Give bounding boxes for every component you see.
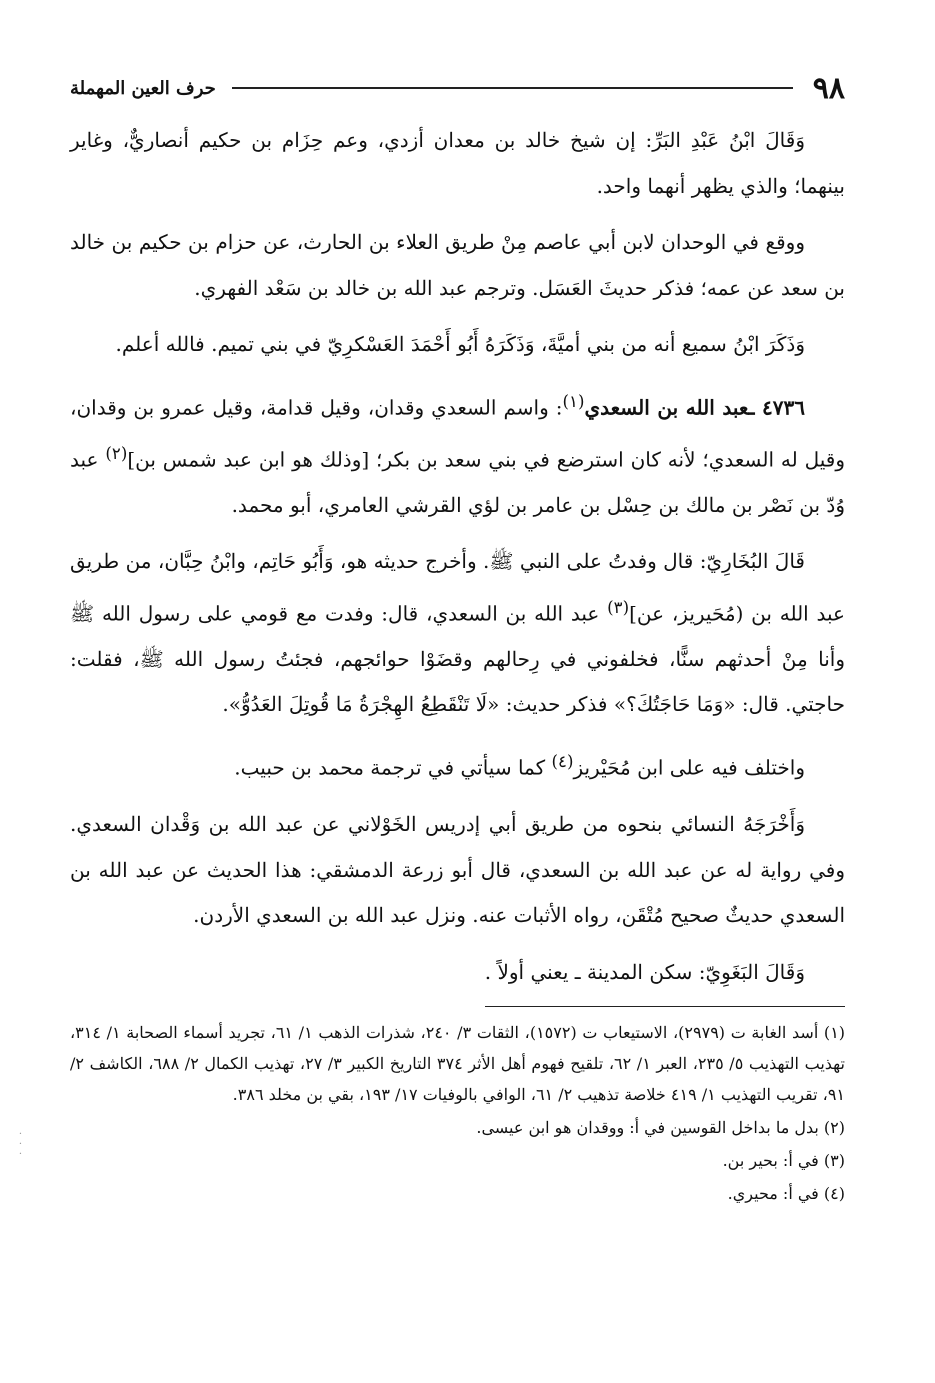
footnote-rule <box>485 1006 845 1007</box>
paragraph-3: وَذَكَرَ ابْنُ سميع أنه من بني أميَّةَ، وَذَكَرَهُ أَبُو أَحْمَدَ العَسْكرِيّ في بني تميم. فالله أعلم. <box>115 332 805 356</box>
footnote-2: (٢) بدل ما بداخل القوسين في أ: ووقدان هو ابن عيسى. <box>476 1118 845 1138</box>
footnote-4: (٤) في أ: محيري. <box>727 1184 845 1204</box>
paragraph-2: ووقع في الوحدان لابن أبي عاصم مِنْ طريق العلاء بن الحارث، عن حزام بن حكيم بن خالد بن سعد عن عمه؛ فذكر حديثَ العَسَل. وترجم عبد الله بن خالد بن سَعْد الفهري. <box>70 230 845 300</box>
paragraph-5-text: قَالَ البُخَارِيّ: قال وفدتُ على النبي ﷺ. وأخرج حديثه هو، وَأَبُو حَاتِم، وابْنُ حِبَّان، من طريق عبد الله بن (مُحَيريز، عن] <box>70 549 845 626</box>
footnote-ref-3: (٣) <box>607 597 630 617</box>
paragraph-6-tail: كما سيأتي في ترجمة محمد بن حبيب. <box>234 755 552 780</box>
entry-4736 <box>70 379 845 529</box>
paragraph-7: وَأَخْرَجَهُ النسائي بنحوه من طريق أبي إدريس الخَوْلاني عن عبد الله بن وَقْدان السعدي. وفي رواية له عن عبد الله بن السعدي، قال أبو زرعة الدمشقي: هذا الحديث عن عبد الله بن السعدي حديثٌ صحيح مُتْقَن، رواه الأثبات عنه. ونزل عبد الله بن السعدي الأردن. <box>70 812 845 928</box>
running-title: حرف العين المهملة <box>70 77 216 99</box>
entry-text-tail: عبد وُدّ بن نَصْر بن مالك بن حِسْل بن عامر بن لؤي القرشي العامري، أبو محمد. <box>70 447 845 517</box>
entry-name: عبد الله بن السعدي <box>584 395 749 420</box>
footnotes <box>70 1017 845 1209</box>
page-header <box>70 68 845 108</box>
paragraph-6-text: واختلف فيه على ابن مُحَيْريز <box>573 755 805 780</box>
paragraph-1: وَقَالَ ابْنُ عَبْدِ البَرِّ: إن شيخ خالد بن معدان أزدي، وعم حِزَام بن حكيم أنصاريٌّ، وغاير بينهما؛ والذي يظهر أنهما واحد. <box>70 128 845 198</box>
header-rule <box>232 87 793 89</box>
body-text <box>70 118 845 995</box>
paragraph-5 <box>70 539 845 728</box>
footnote-ref-2: (٢) <box>105 443 128 463</box>
footnote-ref-4: (٤) <box>551 751 574 771</box>
scan-margin-specks: · · · <box>18 1129 22 1160</box>
paragraph-6 <box>70 739 845 791</box>
paragraph-8: وَقَالَ البَغَوِيّ: سكن المدينة ـ يعني أولاً . <box>484 959 805 984</box>
entry-text: : واسم السعدي وقدان، وقيل قدامة، وقيل عمرو بن وقدان، وقيل له السعدي؛ لأنه كان استرضع في بني سعد بن بكر؛ [وذلك هو ابن عبد شمس بن] <box>70 395 846 472</box>
footnote-1: (١) أسد الغابة ت (٢٩٧٩)، الاستيعاب ت (١٥٧٢)، الثقات ٣/ ٢٤٠، شذرات الذهب ١/ ٦١، تجريد أسماء الصحابة ١/ ٣١٤، تهذيب التهذيب ٥/ ٢٣٥، العبر ١/ ٦٢، تلقيح فهوم أهل الأثر ٣٧٤ التاريخ الكبير ٣/ ٢٧، تهذيب الكمال ٢/ ٦٨٨، الكاشف ٢/ ٩١، تقريب التهذيب ١/ ٤١٩ خلاصة تذهيب ٢/ ٦١، الوافي بالوفيات ١٧/ ١٩٣، بقي بن مخلد ٣٨٦. <box>70 1023 846 1105</box>
page-number: ٩٨ <box>812 70 845 106</box>
footnote-ref-1: (١) <box>562 391 585 411</box>
footnote-3: (٣) في أ: بحير بن. <box>722 1151 845 1171</box>
entry-number: ٤٧٣٦ ـ <box>748 395 806 420</box>
paragraph-5-tail: عبد الله بن السعدي، قال: وفدت مع قومي على رسول الله ﷺ وأنا مِنْ أحدثهم سنًّا، فخلفوني في رِحالهم وقضَوْا حوائجهم، فجئتُ رسول الله ﷺ، فقلت: حاجتي. قال: «وَمَا حَاجَتُكَ؟» فذكر حديث: «لَا تَنْقَطِعُ الهِجْرَةُ مَا قُوتِلَ العَدُوُّ». <box>70 601 845 717</box>
